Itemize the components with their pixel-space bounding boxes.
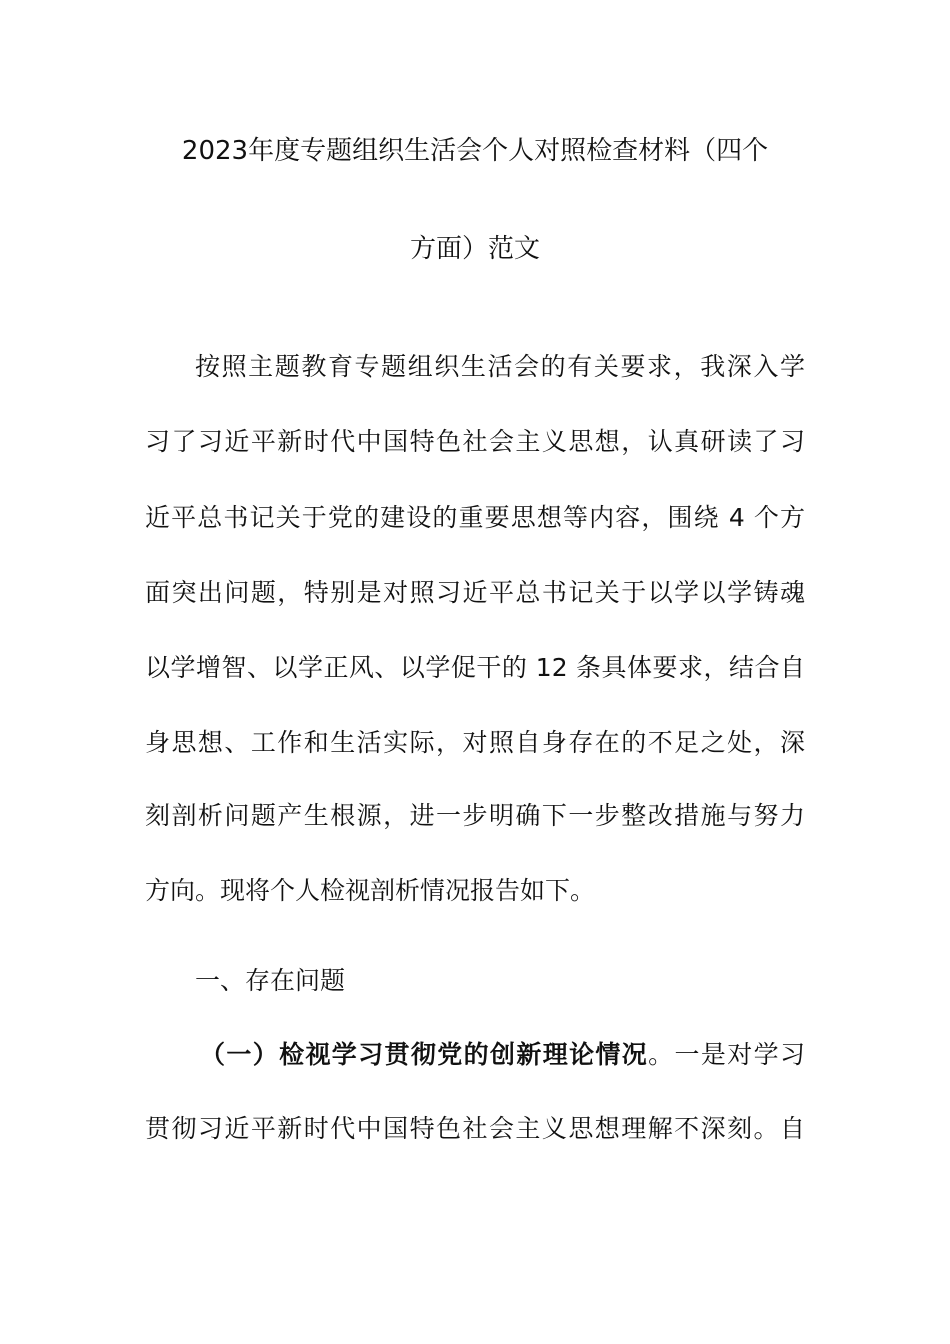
intro-line-7: 刻剖析问题产生根源，进一步明确下一步整改措施与努力	[145, 801, 805, 830]
intro-line-3: 近平总书记关于党的建设的重要思想等内容，围绕 4 个方	[145, 503, 805, 532]
subsection-1-line-2: 贯彻习近平新时代中国特色社会主义思想理解不深刻。自	[145, 1114, 805, 1143]
subsection-1-text: 。一是对学习	[648, 1040, 805, 1069]
document-title-line-2: 方面）范文	[409, 234, 540, 264]
intro-line-1: 按照主题教育专题组织生活会的有关要求，我深入学	[195, 352, 805, 381]
document-title-line-1: 2023年度专题组织生活会个人对照检查材料（四个	[181, 136, 769, 166]
intro-line-4: 面突出问题，特别是对照习近平总书记关于以学以学铸魂	[145, 578, 805, 607]
subsection-1-heading: （一）检视学习贯彻党的创新理论情况	[200, 1040, 649, 1069]
intro-line-8: 方向。现将个人检视剖析情况报告如下。	[145, 876, 596, 905]
intro-line-6: 身思想、工作和生活实际，对照自身存在的不足之处，深	[145, 728, 805, 757]
subsection-1-first-line	[145, 1040, 805, 1070]
section-heading-problems: 一、存在问题	[195, 966, 346, 995]
intro-line-5: 以学增智、以学正风、以学促干的 12 条具体要求，结合自	[145, 653, 805, 682]
intro-line-2: 习了习近平新时代中国特色社会主义思想，认真研读了习	[145, 427, 805, 456]
